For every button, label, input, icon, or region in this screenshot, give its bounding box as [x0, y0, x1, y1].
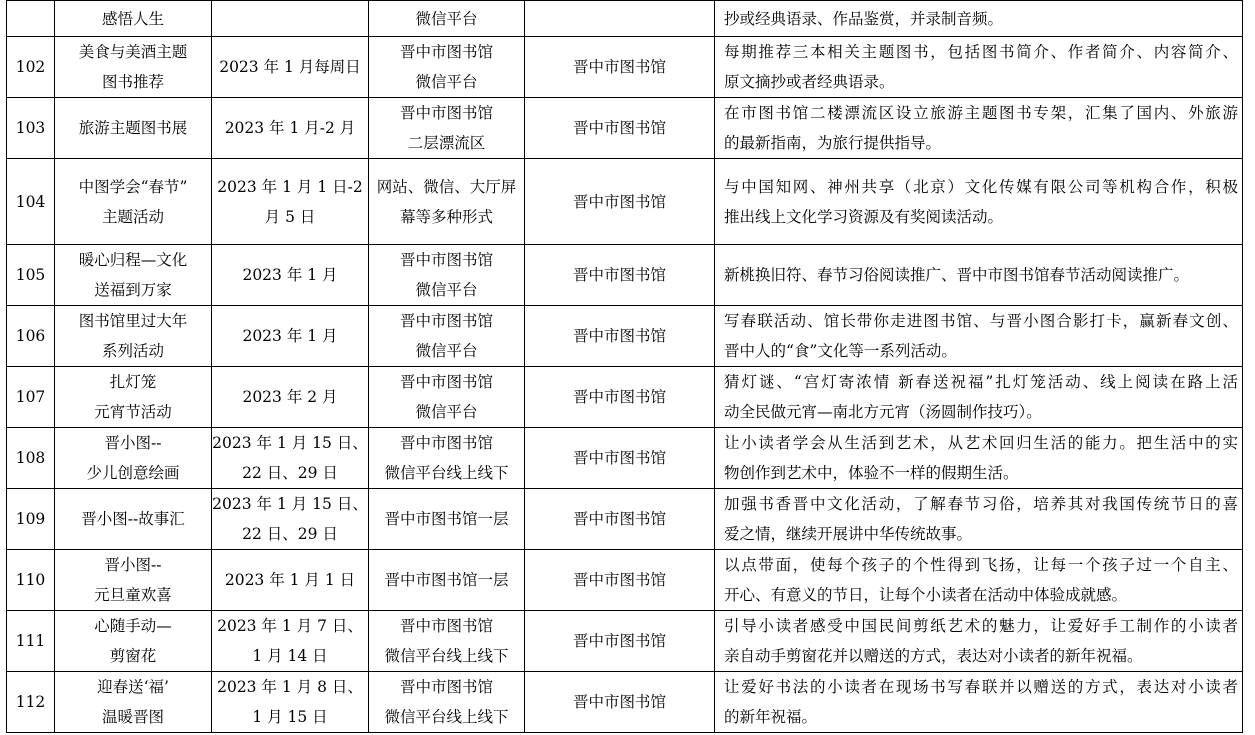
activity-name-line: 元宵节活动	[94, 403, 172, 421]
activity-content-line: 让爱好书法的小读者在现场书写春联并以赠送的方式，表达对小读者	[724, 678, 1238, 696]
activity-content-line: 开心、有意义的节日，让每个小读者在活动中体验成就感。	[724, 586, 1128, 604]
activity-organizer-cell	[525, 1, 715, 37]
activity-name-cell	[55, 611, 212, 672]
table-row	[7, 550, 1243, 611]
activity-place-cell	[369, 672, 525, 733]
activity-content-cell	[715, 37, 1243, 98]
activity-content-line: 猜灯谜、“宫灯寄浓情 新春送祝福”扎灯笼活动、线上阅读在路上活	[724, 373, 1238, 391]
activity-time-line: 2023 年 1 月-2 月	[224, 119, 356, 137]
activity-time-line: 2023 年 1 月 8 日、	[217, 678, 363, 696]
activity-content-line: 与中国知网、神州共享（北京）文化传媒有限公司等机构合作，积极	[724, 177, 1238, 196]
activity-name-cell	[55, 367, 212, 428]
activity-place-line: 晋中市图书馆	[399, 251, 493, 269]
activity-time-cell	[212, 98, 369, 159]
activity-place-line: 微信平台	[415, 281, 478, 299]
row-number-cell: 109	[7, 489, 55, 550]
row-number-cell: 110	[7, 550, 55, 611]
activity-organizer-cell	[525, 428, 715, 489]
activity-content-line: 晋中人的“食”文化等一系列活动。	[724, 342, 957, 360]
activity-name-line: 图书推荐	[101, 73, 164, 91]
activity-place-line: 微信平台	[415, 73, 478, 91]
activity-name-cell	[55, 1, 212, 37]
activity-time-line: 2023 年 1 月 7 日、	[217, 617, 363, 635]
row-number-cell: 103	[7, 98, 55, 159]
activity-place-cell	[369, 428, 525, 489]
activity-organizer-cell	[525, 159, 715, 245]
activity-content-cell	[715, 306, 1243, 367]
activity-place-cell	[369, 306, 525, 367]
activity-place-line: 微信平台	[415, 9, 478, 28]
activity-content-line: 爱之情，继续开展讲中华传统故事。	[724, 525, 973, 543]
table-row	[7, 306, 1243, 367]
activity-place-line: 晋中市图书馆	[399, 678, 493, 696]
activity-content-line: 的最新指南，为旅行提供指导。	[724, 134, 942, 152]
activity-content-line: 每期推荐三本相关主题图书，包括图书简介、作者简介、内容简介、	[724, 43, 1238, 61]
activity-time-cell	[212, 367, 369, 428]
activity-place-cell	[369, 245, 525, 306]
activity-content-cell	[715, 1, 1243, 37]
activity-organizer-line: 晋中市图书馆	[572, 192, 666, 211]
activity-name-line: 少儿创意绘画	[86, 464, 180, 482]
activity-name-line: 元旦童欢喜	[94, 586, 172, 604]
activity-organizer-line: 晋中市图书馆	[572, 388, 666, 406]
activity-place-line: 晋中市图书馆	[399, 312, 493, 330]
activity-organizer-line: 晋中市图书馆	[572, 327, 666, 345]
activity-content-line: 抄或经典语录、作品鉴赏，并录制音频。	[724, 9, 1004, 28]
activity-name-cell	[55, 306, 212, 367]
row-number-cell: 105	[7, 245, 55, 306]
activity-time-line: 2023 年 1 月	[242, 327, 338, 345]
activity-content-cell	[715, 245, 1243, 306]
activity-time-line: 2023 年 1 月 15 日、	[212, 434, 368, 452]
activity-table	[6, 0, 1243, 733]
activity-content-line: 在市图书馆二楼漂流区设立旅游主题图书专架，汇集了国内、外旅游	[724, 104, 1238, 122]
table-row	[7, 98, 1243, 159]
activity-time-cell	[212, 550, 369, 611]
activity-content-line: 物创作到艺术中，体验不一样的假期生活。	[724, 464, 1019, 482]
activity-place-cell	[369, 550, 525, 611]
activity-time-line: 1 月 15 日	[252, 708, 328, 726]
activity-time-cell	[212, 1, 369, 37]
activity-place-line: 网站、微信、大厅屏	[376, 177, 517, 196]
activity-place-cell	[369, 367, 525, 428]
activity-organizer-cell	[525, 550, 715, 611]
activity-content-line: 亲自动手剪窗花并以赠送的方式，表达对小读者的新年祝福。	[724, 647, 1143, 665]
activity-name-line: 系列活动	[101, 342, 164, 360]
activity-content-line: 以点带面，使每个孩子的个性得到飞扬，让每一个孩子过一个自主、	[724, 556, 1238, 574]
activity-name-line: 晋小图--	[104, 556, 162, 574]
activity-content-cell	[715, 550, 1243, 611]
activity-content-cell	[715, 672, 1243, 733]
activity-time-line: 1 月 14 日	[252, 647, 328, 665]
table-row	[7, 159, 1243, 245]
activity-organizer-cell	[525, 489, 715, 550]
activity-name-line: 图书馆里过大年	[78, 312, 188, 330]
row-number-cell: 104	[7, 159, 55, 245]
activity-name-line: 感悟人生	[101, 9, 164, 28]
table-row	[7, 428, 1243, 489]
activity-content-line: 写春联活动、馆长带你走进图书馆、与晋小图合影打卡，赢新春文创、	[724, 312, 1238, 330]
activity-organizer-cell	[525, 306, 715, 367]
activity-content-cell	[715, 611, 1243, 672]
activity-name-cell	[55, 159, 212, 245]
activity-organizer-cell	[525, 245, 715, 306]
activity-time-cell	[212, 159, 369, 245]
activity-content-line: 让小读者学会从生活到艺术，从艺术回归生活的能力。把生活中的实	[724, 434, 1238, 452]
activity-organizer-line: 晋中市图书馆	[572, 58, 666, 76]
activity-content-cell	[715, 489, 1243, 550]
activity-time-cell	[212, 672, 369, 733]
activity-organizer-cell	[525, 98, 715, 159]
activity-name-line: 晋小图--	[104, 434, 162, 452]
activity-time-line: 2023 年 1 月每周日	[219, 58, 361, 76]
activity-time-line: 22 日、29 日	[242, 525, 338, 543]
activity-organizer-line: 晋中市图书馆	[572, 119, 666, 137]
activity-content-cell	[715, 98, 1243, 159]
activity-content-line: 引导小读者感受中国民间剪纸艺术的魅力，让爱好手工制作的小读者	[724, 617, 1238, 635]
row-number-cell: 108	[7, 428, 55, 489]
activity-place-line: 微信平台线上线下	[384, 647, 509, 665]
activity-time-line: 2023 年 1 月 1 日-2	[217, 177, 363, 196]
table-row	[7, 245, 1243, 306]
row-number-cell: 106	[7, 306, 55, 367]
activity-place-cell	[369, 98, 525, 159]
activity-place-cell	[369, 1, 525, 37]
activity-time-line: 2023 年 1 月	[242, 266, 338, 284]
activity-organizer-line: 晋中市图书馆	[572, 266, 666, 284]
activity-name-line: 主题活动	[101, 207, 164, 226]
activity-time-cell	[212, 611, 369, 672]
activity-content-line: 原文摘抄或者经典语录。	[724, 73, 895, 91]
activity-place-cell	[369, 37, 525, 98]
activity-organizer-line: 晋中市图书馆	[572, 449, 666, 467]
activity-name-cell	[55, 489, 212, 550]
activity-time-cell	[212, 489, 369, 550]
activity-name-line: 旅游主题图书展	[78, 119, 188, 137]
activity-time-line: 2023 年 1 月 15 日、	[212, 495, 368, 513]
activity-content-cell	[715, 159, 1243, 245]
activity-place-line: 微信平台线上线下	[384, 708, 509, 726]
activity-organizer-line: 晋中市图书馆	[572, 632, 666, 650]
activity-organizer-cell	[525, 367, 715, 428]
activity-place-line: 晋中市图书馆一层	[384, 571, 509, 589]
activity-name-cell	[55, 245, 212, 306]
activity-name-line: 剪窗花	[109, 647, 157, 665]
activity-name-line: 温暖晋图	[101, 708, 164, 726]
activity-organizer-cell	[525, 672, 715, 733]
activity-content-line: 动全民做元宵—南北方元宵（汤圆制作技巧）。	[724, 403, 1042, 421]
activity-time-cell	[212, 428, 369, 489]
activity-place-line: 幕等多种形式	[399, 207, 493, 226]
activity-organizer-line: 晋中市图书馆	[572, 510, 666, 528]
table-row	[7, 367, 1243, 428]
activity-content-line: 推出线上文化学习资源及有奖阅读活动。	[724, 207, 1004, 226]
activity-place-cell	[369, 611, 525, 672]
activity-organizer-cell	[525, 37, 715, 98]
activity-content-cell	[715, 367, 1243, 428]
activity-time-line: 2023 年 1 月 1 日	[224, 571, 356, 589]
activity-table-body	[7, 1, 1243, 733]
activity-name-line: 迎春送‘福’	[97, 678, 169, 696]
activity-name-cell	[55, 550, 212, 611]
activity-name-line: 中图学会“春节”	[78, 177, 188, 196]
activity-name-line: 暖心归程—文化	[78, 251, 188, 269]
activity-content-line: 加强书香晋中文化活动，了解春节习俗，培养其对我国传统节日的喜	[724, 495, 1238, 513]
row-number-cell	[7, 1, 55, 37]
activity-name-line: 晋小图--故事汇	[81, 510, 185, 528]
table-row	[7, 37, 1243, 98]
activity-content-line: 的新年祝福。	[724, 708, 818, 726]
activity-place-line: 二层漂流区	[407, 134, 486, 152]
activity-place-line: 晋中市图书馆	[399, 104, 493, 122]
row-number-cell: 112	[7, 672, 55, 733]
activity-place-cell	[369, 489, 525, 550]
activity-organizer-line: 晋中市图书馆	[572, 571, 666, 589]
table-row	[7, 672, 1243, 733]
activity-place-line: 晋中市图书馆	[399, 43, 493, 61]
activity-organizer-line: 晋中市图书馆	[572, 693, 666, 711]
activity-time-line: 月 5 日	[264, 207, 316, 226]
row-number-cell: 102	[7, 37, 55, 98]
activity-name-cell	[55, 428, 212, 489]
activity-place-cell	[369, 159, 525, 245]
activity-name-line: 送福到万家	[94, 281, 172, 299]
activity-name-line: 美食与美酒主题	[78, 43, 188, 61]
activity-time-cell	[212, 306, 369, 367]
activity-place-line: 微信平台	[415, 403, 478, 421]
activity-place-line: 微信平台线上线下	[384, 464, 509, 482]
activity-name-line: 心随手动—	[94, 617, 172, 635]
activity-time-line: 22 日、29 日	[242, 464, 338, 482]
activity-content-cell	[715, 428, 1243, 489]
row-number-cell: 107	[7, 367, 55, 428]
activity-place-line: 晋中市图书馆	[399, 373, 493, 391]
activity-name-line: 扎灯笼	[109, 373, 157, 391]
activity-content-line: 新桃换旧符、春节习俗阅读推广、晋中市图书馆春节活动阅读推广。	[724, 266, 1190, 284]
activity-place-line: 微信平台	[415, 342, 478, 360]
activity-place-line: 晋中市图书馆	[399, 617, 493, 635]
activity-place-line: 晋中市图书馆	[399, 434, 493, 452]
activity-time-line: 2023 年 2 月	[242, 388, 338, 406]
activity-time-cell	[212, 37, 369, 98]
activity-time-cell	[212, 245, 369, 306]
activity-name-cell	[55, 98, 212, 159]
activity-organizer-cell	[525, 611, 715, 672]
activity-place-line: 晋中市图书馆一层	[384, 510, 509, 528]
activity-name-cell	[55, 672, 212, 733]
table-row	[7, 611, 1243, 672]
activity-name-cell	[55, 37, 212, 98]
table-row	[7, 1, 1243, 37]
row-number-cell: 111	[7, 611, 55, 672]
table-row	[7, 489, 1243, 550]
